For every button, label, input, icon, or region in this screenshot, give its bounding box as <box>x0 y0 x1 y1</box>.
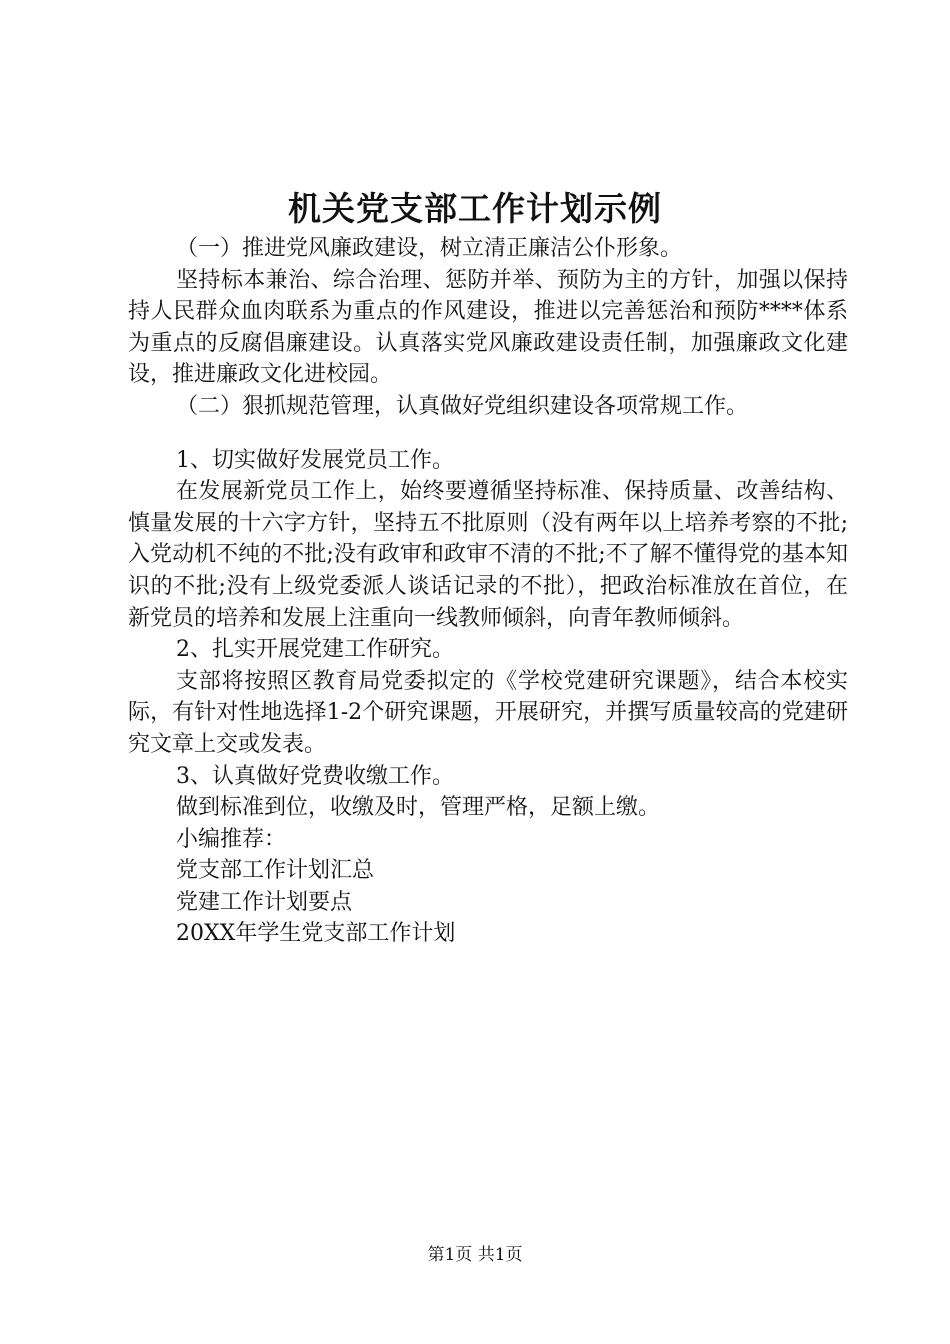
paragraph-item-3-body: 做到标准到位，收缴及时，管理严格，足额上缴。 <box>176 795 661 821</box>
recommend-link-2: 党建工作计划要点 <box>176 889 353 915</box>
recommend-link-3: 20XX年学生党支部工作计划 <box>176 921 456 947</box>
document-title: 机关党支部工作计划示例 <box>288 189 662 228</box>
paragraph-item-1-body: 在发展新党员工作上，始终要遵循坚持标准、保持质量、改善结构、慎量发展的十六字方针，坚持五不批原则（没有两年以上培养考察的不批;入党动机不纯的不批;没有政审和政审不清的不批;不了解不懂得党的基本知识的不批;没有上级党委派人谈话记录的不批），把政治标准放在首位，在新党员的培养和发展上注重向一线教师倾斜，向青年教师倾斜。 <box>128 479 848 631</box>
page-footer: 第1页 共1页 <box>427 1245 523 1265</box>
recommend-link-1: 党支部工作计划汇总 <box>176 858 375 884</box>
paragraph-section-1-body: 坚持标本兼治、综合治理、惩防并举、预防为主的方针，加强以保持持人民群众血肉联系为重点的作风建设，推进以完善惩治和预防****体系为重点的反腐倡廉建设。认真落实党风廉政建设责任制，加强廉政文化建设，推进廉政文化进校园。 <box>128 267 848 388</box>
paragraph-section-2-heading: （二）狠抓规范管理，认真做好党组织建设各项常规工作。 <box>176 393 749 419</box>
paragraph-item-2-heading: 2、扎实开展党建工作研究。 <box>176 637 454 663</box>
recommend-label: 小编推荐： <box>176 826 287 852</box>
paragraph-item-1-heading: 1、切实做好发展党员工作。 <box>176 447 454 473</box>
document-body <box>128 233 848 950</box>
paragraph-section-1-heading: （一）推进党风廉政建设，树立清正廉洁公仆形象。 <box>176 236 683 261</box>
paragraph-item-2-body: 支部将按照区教育局党委拟定的《学校党建研究课题》，结合本校实际，有针对性地选择1-2个研究课题，开展研究，并撰写质量较高的党建研究文章上交或发表。 <box>128 668 848 757</box>
paragraph-item-3-heading: 3、认真做好党费收缴工作。 <box>176 763 454 789</box>
